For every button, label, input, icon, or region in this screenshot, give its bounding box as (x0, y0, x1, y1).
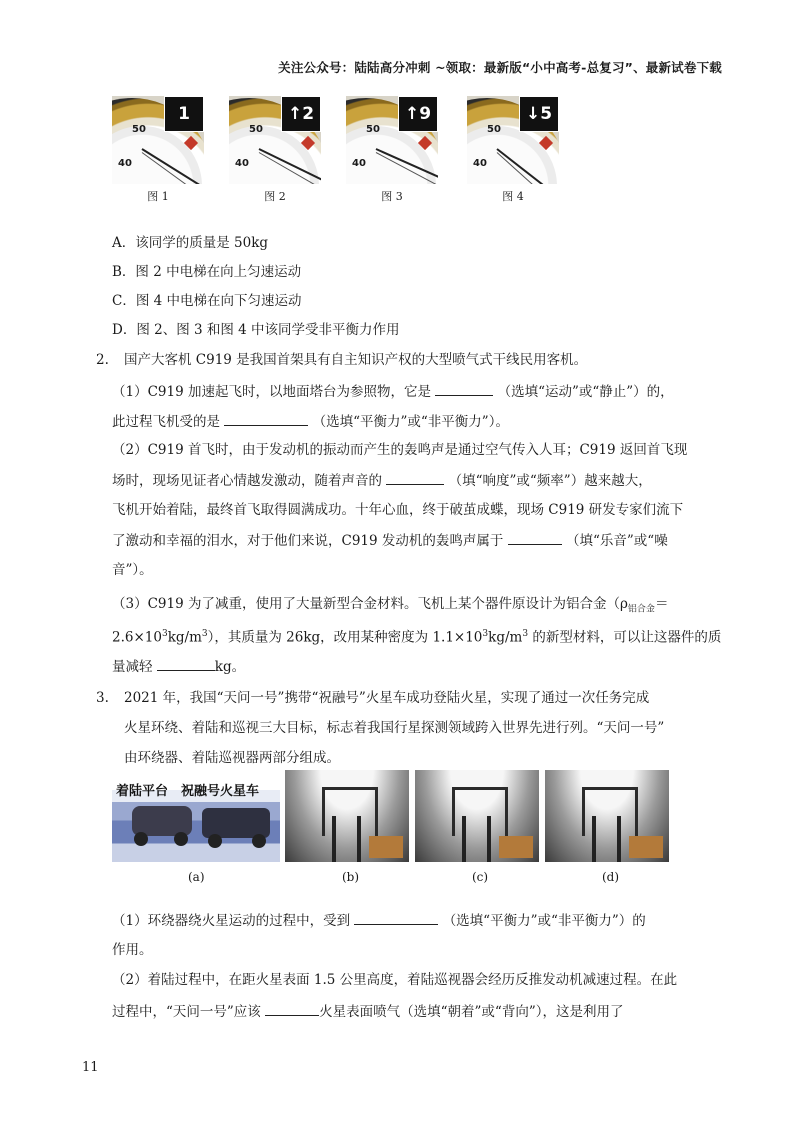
scale-gauge-image: 50 40 ↑2 (229, 96, 321, 184)
photo-caption-a: (a) (188, 870, 205, 884)
figure-caption: 图 3 (381, 190, 403, 203)
page-header: 关注公众号：陆陆高分冲刺 ~领取：最新版“小中高考-总复习”、最新试卷下载 (278, 60, 722, 75)
q2-part2-line3: 飞机开始着陆，最终首飞取得圆满成功。十年心血，终于破茧成蝶，现场 C919 研发专家们流下 (112, 502, 684, 518)
floor-badge: 1 (164, 96, 204, 132)
option-b: B．图 2 中电梯在向上匀速运动 (112, 264, 302, 280)
q2-part3-line3: 量减轻 kg。 (112, 656, 245, 677)
photo-c (415, 770, 539, 862)
photo-a (112, 770, 280, 862)
answer-blank[interactable] (435, 381, 493, 396)
question-2-number: 2. (96, 352, 109, 368)
figure-1 (112, 96, 204, 204)
photo-label: 着陆平台 祝融号火星车 (116, 784, 260, 799)
question-3-line2: 火星环绕、着陆和巡视三大目标，标志着我国行星探测领域跨入世界先进行列。“天问一号” (124, 720, 665, 736)
answer-blank[interactable] (386, 470, 444, 485)
answer-blank[interactable] (224, 411, 308, 426)
q2-part2-line1: （2）C919 首飞时，由于发动机的振动而产生的轰鸣声是通过空气传入人耳；C919 返回首飞现 (112, 442, 688, 458)
question-3-number: 3. (96, 690, 109, 706)
q3-part2-line1: （2）着陆过程中，在距火星表面 1.5 公里高度，着陆巡视器会经历反推发动机减速过程。在此 (112, 972, 678, 988)
photo-caption-b: (b) (342, 870, 360, 884)
figure-caption: 图 1 (147, 190, 169, 203)
figure-4 (467, 96, 559, 204)
scale-gauge-image: 50 40 ↑9 (346, 96, 438, 184)
floor-badge: ↑9 (398, 96, 438, 132)
figure-caption: 图 4 (502, 190, 524, 203)
option-c: C．图 4 中电梯在向下匀速运动 (112, 293, 302, 309)
floor-badge: ↓5 (519, 96, 559, 132)
answer-blank[interactable] (157, 656, 215, 671)
floor-badge: ↑2 (281, 96, 321, 132)
figure-2 (229, 96, 321, 204)
option-a: A．该同学的质量是 50kg (112, 235, 269, 251)
scale-figures (112, 96, 592, 206)
scale-gauge-image: 50 40 1 (112, 96, 204, 184)
page-number: 11 (82, 1060, 99, 1075)
figure-3 (346, 96, 438, 204)
question-3-line1: 2021 年，我国“天问一号”携带“祝融号”火星车成功登陆火星，实现了通过一次任务完成 (124, 690, 650, 706)
photo-caption-c: (c) (472, 870, 489, 884)
q2-part3-line2: $2.6\times 10^3kg/m^3$），其质量为 26kg，改用某种密度为 $1.1\times 10^3kg/m^3$ 的新型材料，可以让这器件的质 (112, 629, 722, 646)
q2-part1-line2: 此过程飞机受的是 （选填“平衡力”或“非平衡力”）。 (112, 411, 509, 432)
answer-blank[interactable] (508, 530, 562, 545)
q3-part1-line1: （1）环绕器绕火星运动的过程中，受到 （选填“平衡力”或“非平衡力”）的 (112, 910, 646, 931)
question-3-line3: 由环绕器、着陆巡视器两部分组成。 (124, 750, 340, 766)
q2-part2-line5: 音”）。 (112, 562, 153, 578)
q3-part1-line2: 作用。 (112, 942, 153, 958)
question-2-stem: 国产大客机 C919 是我国首架具有自主知识产权的大型喷气式干线民用客机。 (124, 352, 588, 368)
figure-caption: 图 2 (264, 190, 286, 203)
photo-d (545, 770, 669, 862)
q3-part2-line2: 过程中，“天问一号”应该 火星表面喷气（选填“朝着”或“背向”），这是利用了 (112, 1001, 623, 1022)
q2-part2-line4: 了激动和幸福的泪水，对于他们来说，C919 发动机的轰鸣声属于 （填“乐音”或“噪 (112, 530, 668, 551)
q2-part2-line2: 场时，现场见证者心情越发激动，随着声音的 （填“响度”或“频率”）越来越大， (112, 470, 652, 491)
answer-blank[interactable] (265, 1001, 319, 1016)
photo-caption-d: (d) (602, 870, 620, 884)
mars-photos (112, 770, 672, 890)
q2-part1-line1: （1）C919 加速起飞时，以地面塔台为参照物，它是 （选填“运动”或“静止”）的， (112, 381, 674, 402)
option-d: D．图 2、图 3 和图 4 中该同学受非平衡力作用 (112, 322, 400, 338)
photo-b (285, 770, 409, 862)
scale-gauge-image: 50 40 ↓5 (467, 96, 559, 184)
q2-part3-line1: （3）C919 为了减重，使用了大量新型合金材料。飞机上某个器件原设计为铝合金（$\rho_{铝合金}=$ (112, 596, 669, 615)
answer-blank[interactable] (354, 910, 438, 925)
